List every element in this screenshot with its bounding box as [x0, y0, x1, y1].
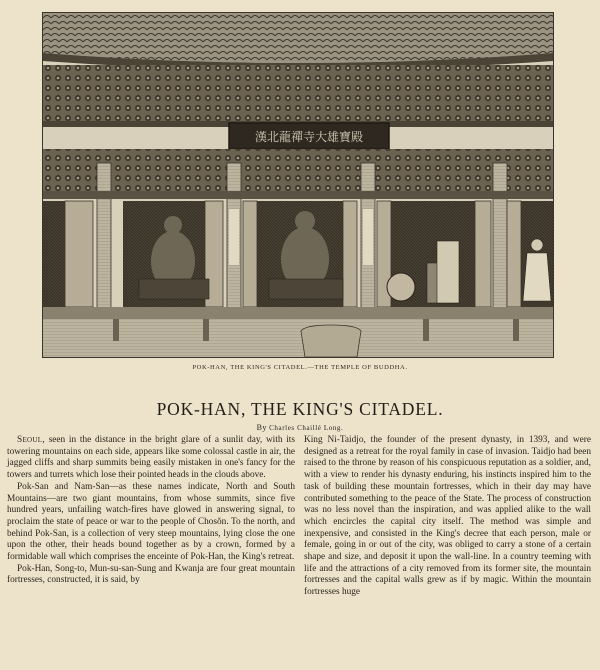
paragraph	[304, 435, 591, 599]
author-name: Charles Chaillé Long.	[269, 424, 344, 432]
left-column	[7, 435, 295, 587]
paragraph	[7, 564, 295, 587]
paragraph	[7, 435, 295, 482]
paragraph-text: King Ni-Taidjo, the founder of the present dynasty, in 1393, and were designed as a retreat for the royal family in case of invasion. Taidjo had been raised to the throne by reason of his conspicuous reputation as a soldier, and, with a view to render his dynasty enduring, his instincts inspired him to the task of building these mountain fortresses, which in their day may have contributed something to the peace of the State. The process of construction was no less novel than the inspiration, and was applied alike to the wall which encircles the capital city itself. The method was simple and inexpensive, and consisted in the King's decree that each person, male or female, going in or out of the city, was obliged to carry a stone of a certain shape and size, and deposit it upon the wall-line. In a country teeming with life and the attractions of a city removed from its former site, the mountain fortresses and the capital walls grew as if by magic. Within the mountain fortresses huge	[304, 435, 591, 598]
paragraph-text: seen in the distance in the bright glare of a sunlit day, with its towering mountains on each side, appears like some colossal castle in air, the jagged cliffs and sharp summits being easily mistaken in one's fancy for the towers and turrets which lose their pointed heads in the clouds above.	[7, 435, 295, 481]
temple-engraving	[42, 12, 554, 358]
illustration-caption: POK-HAN, THE KING'S CITADEL.—THE TEMPLE OF BUDDHA.	[192, 364, 408, 371]
temple-sign-text: 漢北蘢禪寺大雄寶殿	[254, 130, 364, 144]
paragraph	[7, 482, 295, 564]
byline-prefix: By	[256, 423, 267, 432]
paragraph-text: Pok-San and Nam-San—as these names indicate, North and South Mountains—are two giant mountains, from whose summits, since five hundred years, unfailing watch-fires have glowed in answering signal, to proclaim the state of peace or war to the people of Chosŏn. To the north, and behind Pok-San, is a collection of very steep mountains, lying close the one upon the other, their heads bound together as by a crown, formed by a formidable wall which comprises the enceinte of Pok-Han, the King's retreat.	[7, 481, 295, 563]
paragraph-text: Pok-Han, Song-to, Mun-su-san-Sung and Kwanja are four great mountain fortresses, constructed, it is said, by	[7, 563, 295, 586]
paragraph-lead-word: Seoul,	[17, 435, 45, 445]
byline	[0, 423, 600, 432]
right-column	[304, 435, 591, 599]
article-title: POK-HAN, THE KING'S CITADEL.	[156, 399, 444, 419]
